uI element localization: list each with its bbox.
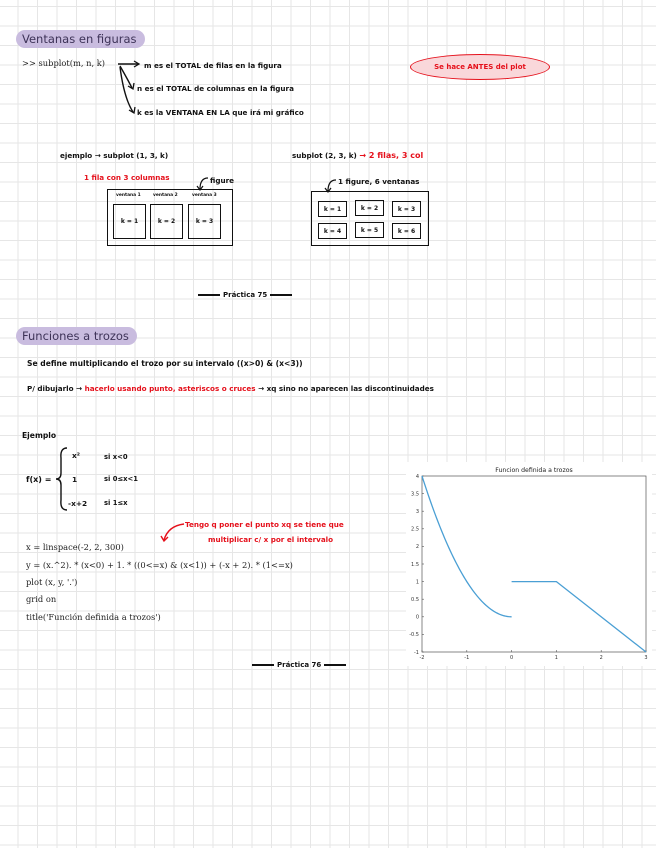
- figure-1x3: [107, 189, 233, 246]
- cell-k6: k = 6: [392, 223, 421, 239]
- figure-2x3: [311, 191, 429, 246]
- before-plot-oval: Se hace ANTES del plot: [410, 54, 550, 80]
- piece-expr-3: -x+2: [68, 499, 88, 508]
- x-tick-label: -1: [464, 655, 470, 661]
- piece-expr-2: 1: [72, 475, 78, 484]
- y-tick-label: 1.5: [411, 561, 419, 568]
- example1-label: ejemplo → subplot (1, 3, k): [60, 151, 169, 160]
- code-line-2: y = (x.^2). * (x<0) + 1. * ((0<=x) & (x<1)) + (-x + 2). * (1<=x): [26, 560, 293, 570]
- cell-k2: k = 2: [355, 200, 384, 216]
- example2-note: 1 figure, 6 ventanas: [338, 177, 420, 186]
- x-tick-label: 1: [554, 655, 558, 661]
- plot-title: Funcion definida a trozos: [495, 467, 573, 474]
- note-n: n es el TOTAL de columnas en la figura: [137, 84, 294, 93]
- cell-k1: k = 1: [318, 201, 347, 217]
- x-tick-label: -2: [419, 655, 425, 661]
- code-line-1: x = linspace(-2, 2, 300): [26, 542, 124, 552]
- plot-svg: [406, 462, 652, 666]
- section-title-funciones: Funciones a trozos: [16, 327, 137, 345]
- drawing-note: [27, 384, 434, 393]
- y-tick-label: 2: [415, 544, 419, 551]
- drawing-prefix: P/ dibujarlo →: [27, 384, 83, 393]
- piece-cond-2: si 0≤x<1: [104, 475, 138, 483]
- practica-75: [198, 291, 292, 299]
- note-k: k es la VENTANA EN LA que irá mi gráfico: [137, 108, 304, 117]
- piece-expr-1: x²: [72, 451, 81, 460]
- function-name: f(x) =: [26, 475, 52, 484]
- y-tick-label: 3: [415, 509, 419, 515]
- x-tick-label: 3: [644, 655, 648, 661]
- cell-k5: k = 5: [355, 222, 384, 238]
- piecewise-plot: [406, 462, 652, 666]
- annotation-line1: Tengo q poner el punto xq se tiene que: [185, 520, 344, 529]
- y-tick-label: 4: [415, 473, 419, 480]
- x-tick-label: 2: [599, 655, 603, 661]
- cell-k2: k = 2: [150, 204, 183, 239]
- window-label-3: ventana 3: [192, 193, 217, 198]
- y-tick-label: 0.5: [411, 597, 419, 603]
- practica-76-label: Práctica 76: [277, 661, 322, 669]
- y-tick-label: -0.5: [409, 632, 419, 639]
- cell-k3: k = 3: [188, 204, 221, 239]
- example2-label: [292, 151, 423, 160]
- window-label-1: ventana 1: [116, 193, 141, 198]
- piecewise-brace: [55, 446, 69, 512]
- y-tick-label: -1: [414, 649, 419, 656]
- code-line-5: title('Función definida a trozos'): [26, 612, 161, 622]
- code-line-3: plot (x, y, '.'): [26, 577, 78, 587]
- practica-76: [252, 661, 346, 669]
- drawing-red: hacerlo usando punto, asteriscos o cruces: [84, 384, 256, 393]
- figure-label: figure: [210, 176, 235, 185]
- cell-k4: k = 4: [318, 223, 347, 239]
- x-tick-label: 0: [510, 655, 514, 661]
- y-tick-label: 0: [415, 614, 419, 621]
- section-title-ventanas: Ventanas en figuras: [16, 30, 145, 48]
- annotation-line2: multiplicar c/ x por el intervalo: [208, 535, 334, 544]
- practica-75-label: Práctica 75: [223, 291, 268, 299]
- drawing-suffix: → xq sino no aparecen las discontinuidades: [258, 384, 434, 393]
- y-tick-label: 2.5: [411, 526, 419, 533]
- piece-cond-3: si 1≤x: [104, 499, 128, 507]
- example2-red: → 2 filas, 3 col: [359, 151, 424, 160]
- y-tick-label: 3.5: [411, 491, 419, 498]
- window-label-2: ventana 2: [153, 193, 178, 198]
- code-line-4: grid on: [26, 594, 57, 604]
- y-tick-label: 1: [415, 579, 419, 586]
- example2-subplot: subplot (2, 3, k): [292, 151, 357, 160]
- note-m: m es el TOTAL de filas en la figura: [144, 61, 282, 70]
- cell-k1: k = 1: [113, 204, 146, 239]
- example-label: Ejemplo: [22, 431, 57, 440]
- definition-text: Se define multiplicando el trozo por su intervalo ((x>0) & (x<3)): [27, 359, 303, 368]
- example1-red-note: 1 fila con 3 columnas: [84, 173, 170, 182]
- piece-cond-1: si x<0: [104, 453, 128, 461]
- subplot-command: >> subplot(m, n, k): [22, 58, 106, 68]
- cell-k3: k = 3: [392, 201, 421, 217]
- annotation-arrow: [160, 518, 186, 544]
